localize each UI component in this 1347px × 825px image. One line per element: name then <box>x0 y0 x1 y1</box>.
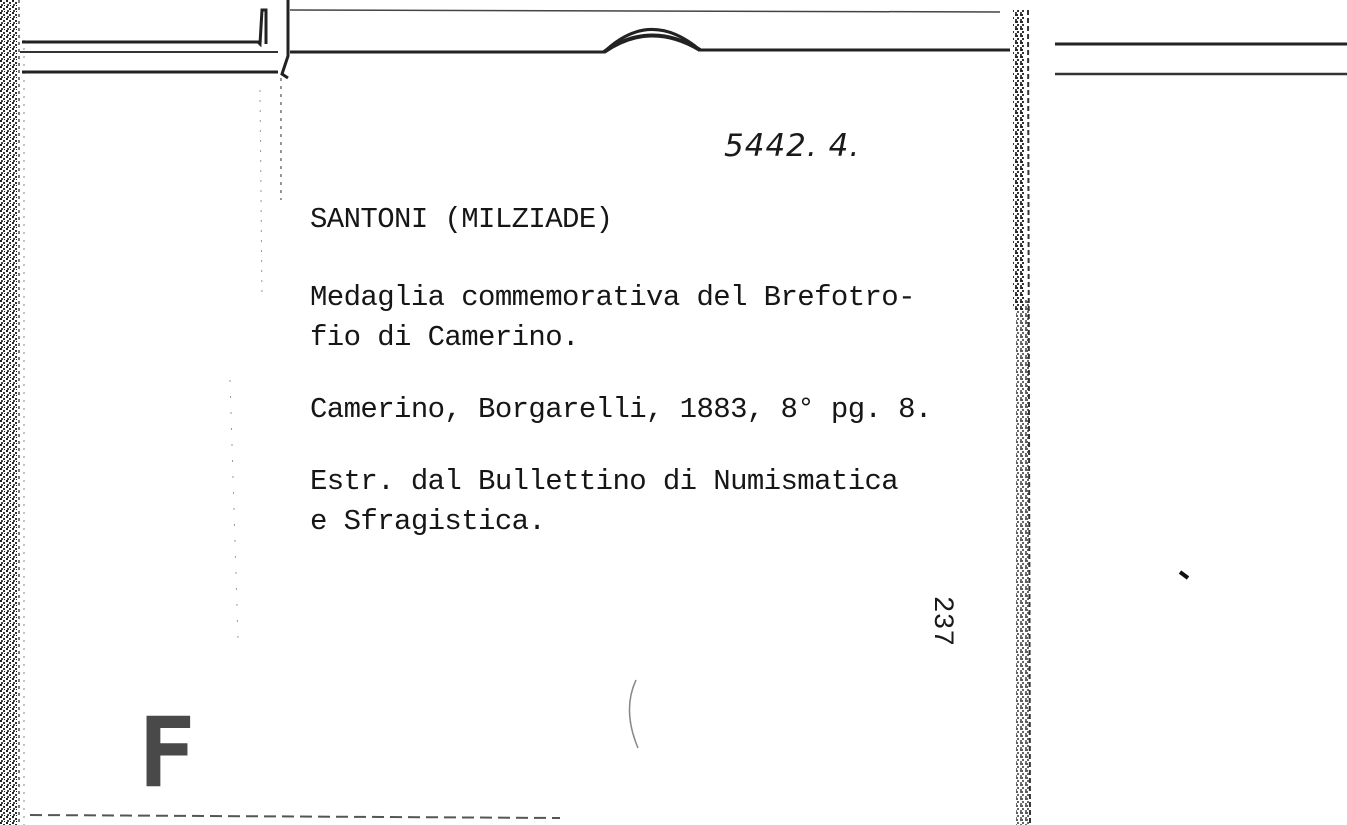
author-heading: SANTONI (MILZIADE) <box>310 203 613 236</box>
imprint-line: Camerino, Borgarelli, 1883, 8° pg. 8. <box>310 393 932 426</box>
title-line-1: Medaglia commemorativa del Brefotro- <box>310 281 915 314</box>
left-scan-edge <box>0 0 17 825</box>
note-line-2: e Sfragistica. <box>310 505 546 538</box>
note-line-1: Estr. dal Bullettino di Numismatica <box>310 465 899 498</box>
left-card-specks <box>260 90 262 300</box>
shelfmark-number: 5442. 4. <box>724 128 861 164</box>
pencil-bracket <box>629 680 638 748</box>
main-card-top-edge <box>290 29 1010 52</box>
rotated-card-number: 237 <box>926 595 957 647</box>
title-line-2: fio di Camerino. <box>310 321 579 354</box>
main-card-left-edge <box>282 0 288 78</box>
right-card-mark <box>1180 572 1188 578</box>
right-scan-band-bottom <box>1016 300 1030 825</box>
left-card-specks-2 <box>230 380 238 640</box>
stamp-letter: F <box>138 697 196 809</box>
bottom-edge-line <box>30 815 560 818</box>
right-scan-band-top <box>1013 10 1025 310</box>
left-card-top-edge <box>22 10 266 44</box>
main-card-top-line <box>290 10 1000 12</box>
